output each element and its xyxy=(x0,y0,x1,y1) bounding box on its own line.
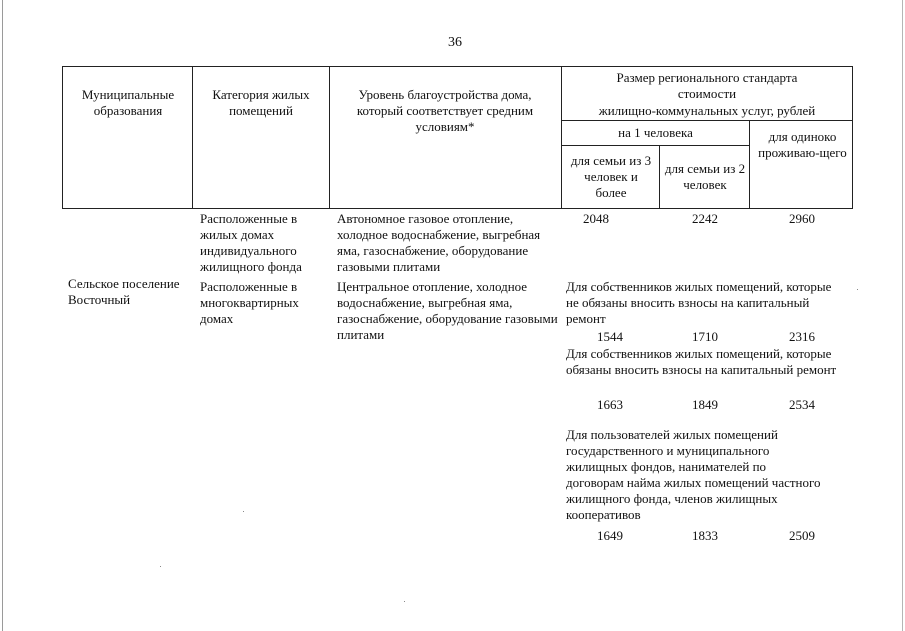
header-size-line2: стоимости xyxy=(677,86,737,101)
header-size-line1: Размер регионального стандарта xyxy=(616,70,798,85)
header-municipality: Муниципальные образования xyxy=(81,87,175,118)
header-family3: для семьи из 3 человек и более xyxy=(570,153,652,200)
value-single-owners-obliged: 2534 xyxy=(789,397,815,412)
page-right-edge xyxy=(902,0,903,631)
col-divider xyxy=(329,67,330,208)
value-single-owners-not-obliged: 2316 xyxy=(789,329,815,344)
header-size-line3: жилищно-коммунальных услуг, рублей xyxy=(598,103,816,118)
municipality-name: Сельское поселение Восточный xyxy=(68,276,180,307)
value-family3-tenants: 1649 xyxy=(597,528,623,543)
header-single: для одиноко проживаю-щего xyxy=(758,129,847,160)
value-family3-owners-not-obliged: 1544 xyxy=(597,329,623,344)
col-divider xyxy=(561,67,562,208)
value-family3-owners-obliged: 1663 xyxy=(597,397,623,412)
header-category: Категория жилых помещений xyxy=(212,87,310,118)
value-family2-owners-obliged: 1849 xyxy=(692,397,718,412)
scan-speck xyxy=(404,601,405,602)
level-autonomous-gas: Автономное газовое отопление, холодное водоснабжение, выгребная яма, газоснабжение, оборудование газовыми плитами xyxy=(337,211,541,274)
page-left-edge xyxy=(2,0,3,631)
page-number: 36 xyxy=(448,35,462,50)
category-apartment-buildings: Расположенные в многоквартирных домах xyxy=(200,279,299,326)
value-family2-owners-not-obliged: 1710 xyxy=(692,329,718,344)
note-tenants-users: Для пользователей жилых помещений государственного и муниципального жилищных фондов, нанимателей по договорам найма жилых помещений частного жилищного фонда, членов жилищных кооперативов xyxy=(566,427,821,522)
value-family3-row1: 2048 xyxy=(583,211,609,226)
col-divider xyxy=(192,67,193,208)
row-divider xyxy=(561,145,749,146)
note-owners-obliged: Для собственников жилых помещений, которые обязаны вносить взносы на капитальный ремонт xyxy=(566,346,837,377)
note-owners-not-obliged: Для собственников жилых помещений, которые не обязаны вносить взносы на капитальный ремонт xyxy=(566,279,832,326)
row-divider xyxy=(561,120,852,121)
value-single-tenants: 2509 xyxy=(789,528,815,543)
level-central-heating: Центральное отопление, холодное водоснабжение, выгребная яма, газоснабжение, оборудование газовыми плитами xyxy=(337,279,558,342)
header-per-person: на 1 человека xyxy=(618,125,693,140)
scan-speck xyxy=(160,566,161,567)
value-family2-tenants: 1833 xyxy=(692,528,718,543)
col-divider xyxy=(749,120,750,208)
value-single-row1: 2960 xyxy=(789,211,815,226)
table-header xyxy=(62,66,853,209)
scan-speck xyxy=(243,511,244,512)
value-family2-row1: 2242 xyxy=(692,211,718,226)
category-individual-housing: Расположенные в жилых домах индивидуального жилищного фонда xyxy=(200,211,302,274)
col-divider xyxy=(659,145,660,208)
scan-speck xyxy=(857,289,858,290)
header-family2: для семьи из 2 человек xyxy=(664,161,746,192)
header-level: Уровень благоустройства дома, который соответствует средним условиям* xyxy=(356,87,534,134)
